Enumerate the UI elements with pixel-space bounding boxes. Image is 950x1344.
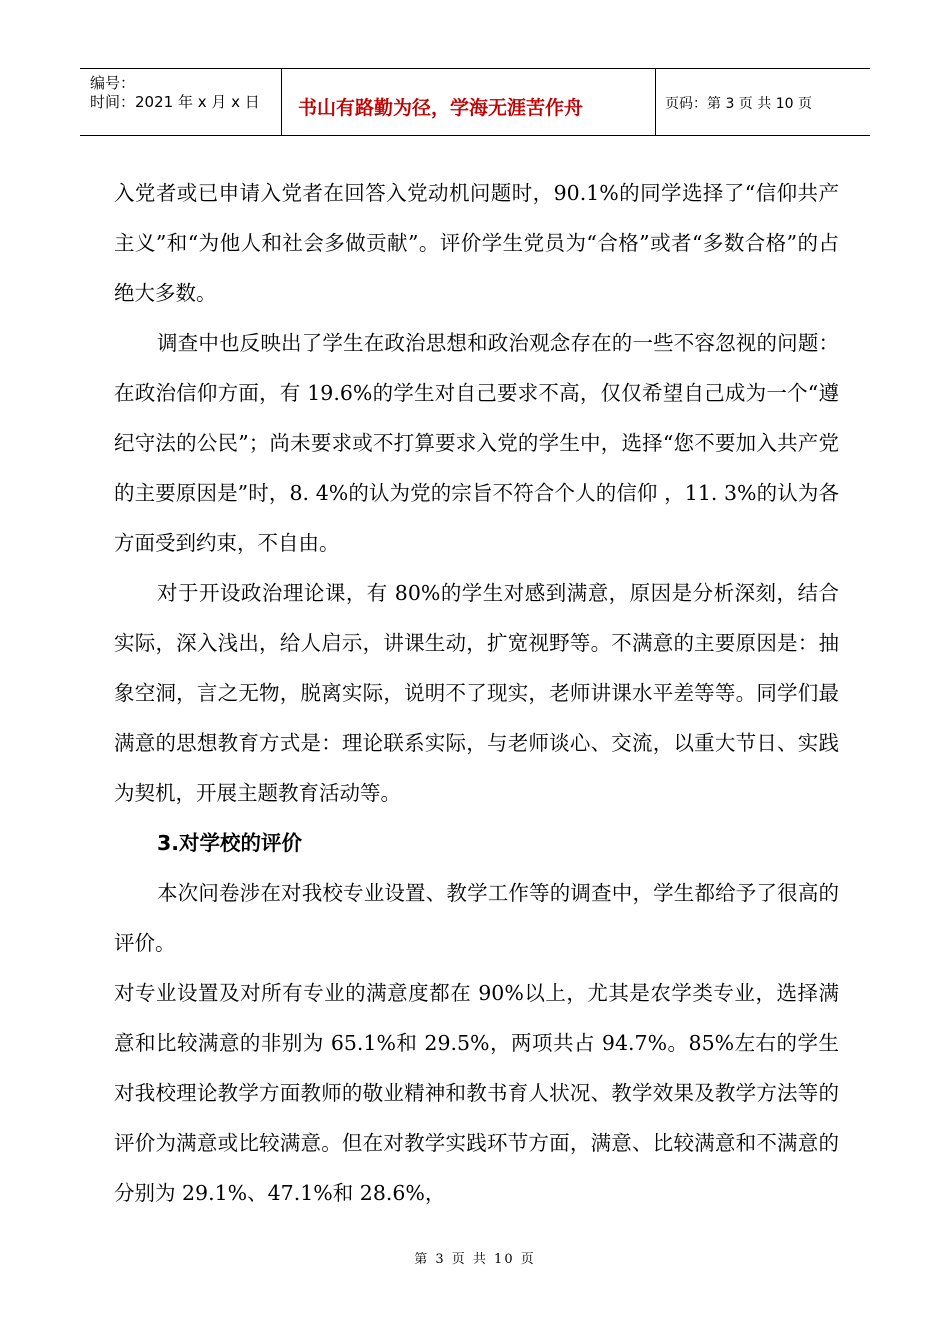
number-label: 编号： xyxy=(90,74,136,92)
date-label: 时间：2021 年 x 月 x 日 xyxy=(90,93,260,111)
header-meta-cell xyxy=(80,69,282,135)
header-motto-cell xyxy=(282,69,656,135)
header-page-cell xyxy=(656,69,870,135)
paragraph-2: 调查中也反映出了学生在政治思想和政治观念存在的一些不容忽视的问题：在政治信仰方面，有 19.6%的学生对自己要求不高，仅仅希望自己成为一个“遵纪守法的公民”；尚未要求或不打算要求入党的学生中，选择“您不要加入共产党的主要原因是”时，8. 4%的认为党的宗旨不符合个人的信仰 ，11. 3%的认为各方面受到约束，不自由。 xyxy=(114,331,839,555)
page-header xyxy=(80,68,870,136)
paragraph-3: 对于开设政治理论课，有 80%的学生对感到满意，原因是分析深刻，结合实际，深入浅出，给人启示，讲课生动，扩宽视野等。不满意的主要原因是：抽象空洞，言之无物，脱离实际，说明不了现实，老师讲课水平差等等。同学们最满意的思想教育方式是：理论联系实际，与老师谈心、交流，以重大节日、实践为契机，开展主题教育活动等。 xyxy=(114,581,839,805)
motto: 书山有路勤为径，学海无涯苦作舟 xyxy=(298,97,584,119)
document-body xyxy=(114,168,839,1218)
page-footer: 第 3 页 共 10 页 xyxy=(414,1252,536,1267)
paragraph-5: 对专业设置及对所有专业的满意度都在 90%以上，尤其是农学类专业，选择满意和比较满意的非别为 65.1%和 29.5%，两项共占 94.7%。85%左右的学生对我校理论教学方面教师的敬业精神和教书育人状况、教学效果及教学方法等的评价为满意或比较满意。但在对教学实践环节方面，满意、比较满意和不满意的分别为 29.1%、47.1%和 28.6%， xyxy=(114,981,839,1205)
paragraph-4: 本次问卷涉在对我校专业设置、教学工作等的调查中，学生都给予了很高的评价。 xyxy=(114,881,839,955)
header-page-info: 页码：第 3 页 共 10 页 xyxy=(665,96,812,112)
section-heading: 3.对学校的评价 xyxy=(157,831,303,855)
paragraph-1: 入党者或已申请入党者在回答入党动机问题时，90.1%的同学选择了“信仰共产主义”和“为他人和社会多做贡献”。评价学生党员为“合格”或者“多数合格”的占绝大多数。 xyxy=(114,181,839,305)
